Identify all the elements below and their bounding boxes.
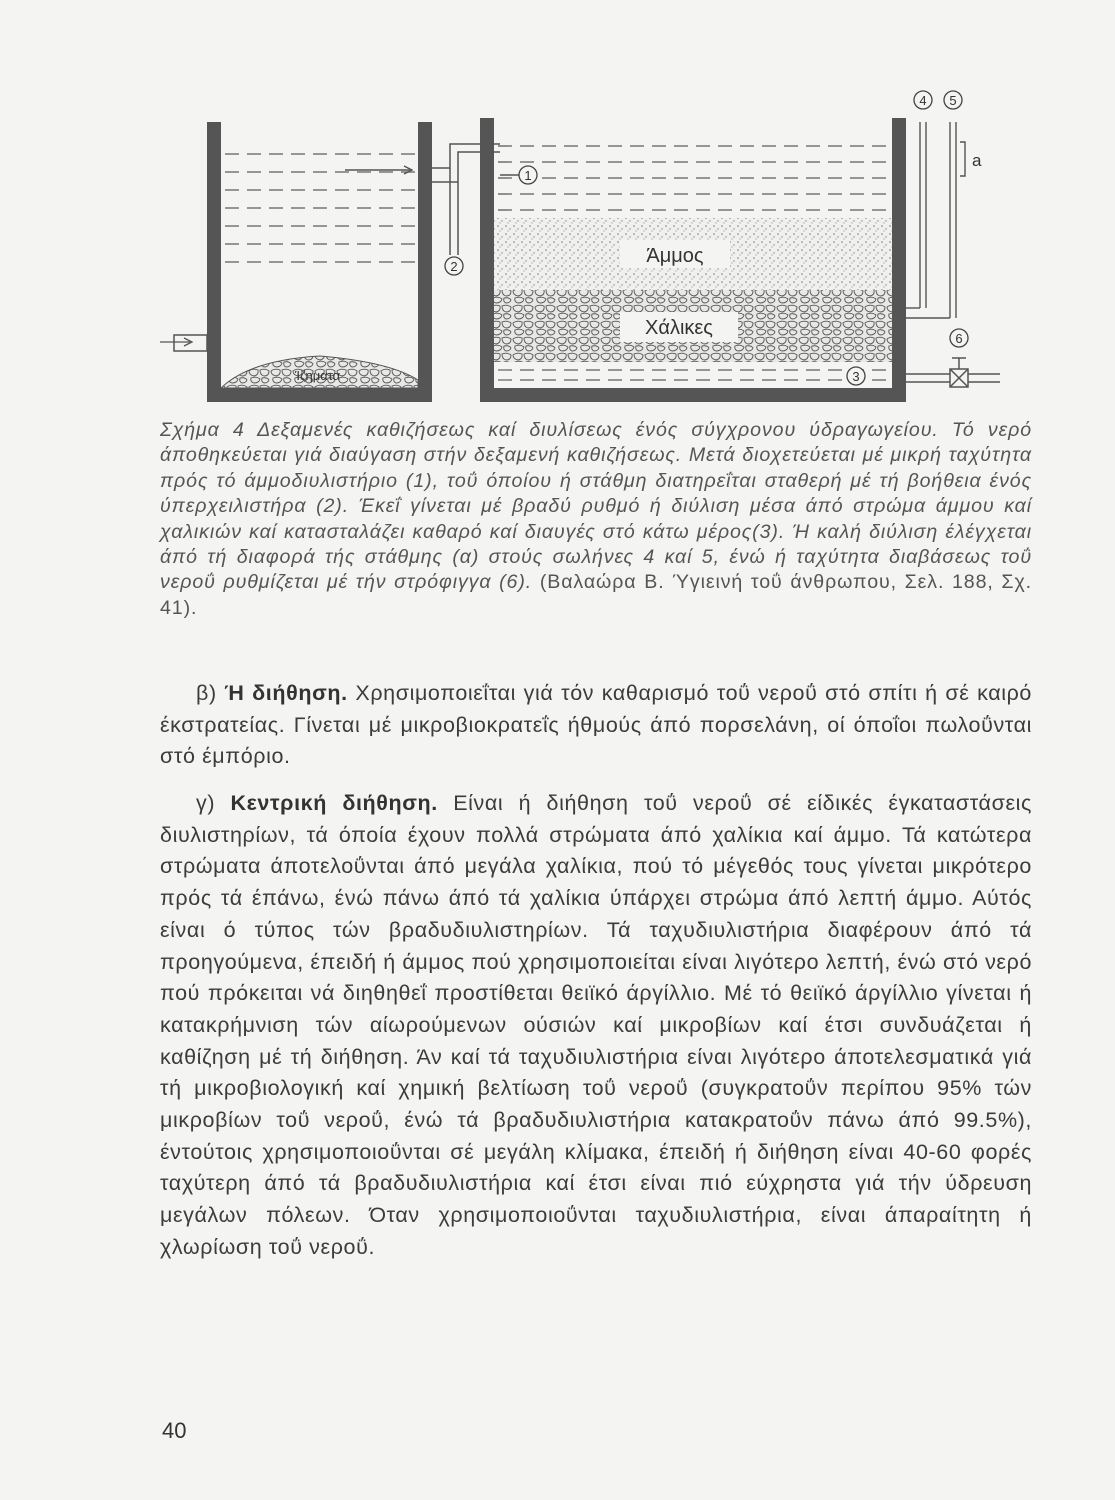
label-3 — [847, 367, 865, 385]
outlet-pipe — [906, 358, 1000, 387]
svg-text:4: 4 — [919, 93, 927, 108]
figure-caption — [160, 418, 1032, 621]
label-a: a — [972, 151, 982, 170]
label-2 — [445, 257, 463, 275]
label-5 — [944, 91, 962, 109]
sedimentation-tank — [160, 122, 432, 402]
svg-text:3: 3 — [852, 369, 860, 384]
section-b-marker: β) — [196, 681, 217, 705]
gauge-tubes — [906, 122, 965, 318]
sediment-label: Ίζηματα — [295, 368, 341, 383]
section-c-heading: Κεντρική διήθηση. — [230, 791, 438, 815]
svg-text:5: 5 — [949, 93, 957, 108]
section-c-marker: γ) — [196, 791, 216, 815]
water-treatment-diagram — [160, 80, 1040, 420]
svg-text:2: 2 — [450, 259, 458, 274]
svg-text:6: 6 — [955, 331, 963, 346]
label-1 — [519, 166, 537, 184]
paragraph-central-filtration — [160, 788, 1032, 1264]
caption-source: (Βαλαώρα Β. Ύγιεινή τοΰ άνθρωπου, Σελ. 188, Σχ. 41). — [160, 571, 1032, 619]
section-c-body: Είναι ή διήθηση τοΰ νεροΰ σέ είδικές έγκαταστάσεις διυλιστηρίων, τά όποία έχουν πολλά στρώματα άπό χαλίκια καί άμμο. Τά κατώτερα στρώματα άποτελοΰνται άπό μεγάλα χαλίκια, πού τό μέγεθός τους γίνεται μικρότερο πρός τά έπάνω, ένώ πάνω άπό τά χαλίκια ύπάρχει στρώμα άπό λεπτή άμμο. Αύτός είναι ό τύπος τών βραδυδιυλιστηρίων. Τά ταχυδιυλιστήρια διαφέρουν άπό τά προηγούμενα, έπειδή ή άμμος πού χρησιμοποιείται είναι λιγότερο λεπτή, ένώ στό νερό πού πρόκειται νά διηθηθεΐ προστίθεται θειϊκό άργίλλιο. Μέ τό θειϊκό άργίλλιο γίνεται ή κατακρήμνιση τών αίωρούμενων ούσιών καί μικροβίων καί έτσι συνδυάζεται ή καθίζηση μέ τή διήθηση. Άν καί τά ταχυδιυλιστήρια είναι λιγότερο άποτελεσματικά γιά τή μικροβιολογική καί χημική βελτίωση τοΰ νεροΰ (συγκρατοΰν περίπου 95% τών μικροβίων τοΰ νεροΰ, ένώ τά βραδυδιυλιστήρια κατακρατοΰν πάνω άπό 99.5%), έντούτοις χρησιμοποιοΰνται σέ μεγάλη κλίμακα, έπειδή ή διήθηση είναι 40-60 φορές ταχύτερη άπό τά βραδυδιυλιστήρια καί έτσι είναι πιό εύχρηστα γιά τήν ύδρευση μεγάλων πόλεων. Όταν χρησιμοποιοΰνται ταχυδιυλιστήρια, είναι άπαραίτητη ή χλωρίωση τοΰ νεροΰ. — [160, 791, 1032, 1259]
caption-text: Σχήμα 4 Δεξαμενές καθιζήσεως καί διυλίσεως ένός σύγχρονου ύδραγωγείου. Τό νερό άποθηκεύεται γιά διαύγαση στήν δεξαμενή καθιζήσεως. Μετά διοχετεύεται μέ μικρή ταχύτητα πρός τό άμμοδιυλιστήριο (1), τοΰ όποίου ή στάθμη διατηρεΐται σταθερή μέ τή βοήθεια ένός ύπερχειλιστήρα (2). Έκεΐ γίνεται μέ βραδύ ρυθμό ή διύλιση μέσα άπό στρώμα άμμου καί χαλικιών καί κατασταλάζει καθαρό καί διαυγές στό κάτω μέρος(3). Ή καλή διύλιση έλέγχεται άπό τή διαφορά τής στάθμης (α) στούς σωλήνες 4 καί 5, ένώ ή ταχύτητα διαβάσεως τοΰ νεροΰ ρυθμίζεται μέ τήν στρόφιγγα (6). — [160, 419, 1032, 594]
label-4 — [914, 91, 932, 109]
gravel-label: Χάλικες — [645, 317, 713, 339]
sand-label: Άμμος — [646, 245, 704, 267]
section-b-body: Χρησιμοποιεΐται γιά τόν καθαρισμό τοΰ νεροΰ στό σπίτι ή σέ καιρό έκστρατείας. Γίνεται μέ μικροβιοκρατεΐς ήθμούς άπό πορσελάνη, οί όποΐοι πωλοΰνται στό έμπόριο. — [160, 681, 1032, 769]
page-number: 40 — [162, 1418, 187, 1443]
label-6 — [950, 329, 968, 347]
svg-text:1: 1 — [524, 168, 532, 183]
paragraph-filtration — [160, 678, 1032, 773]
section-b-heading: Ή διήθηση. — [224, 681, 348, 705]
